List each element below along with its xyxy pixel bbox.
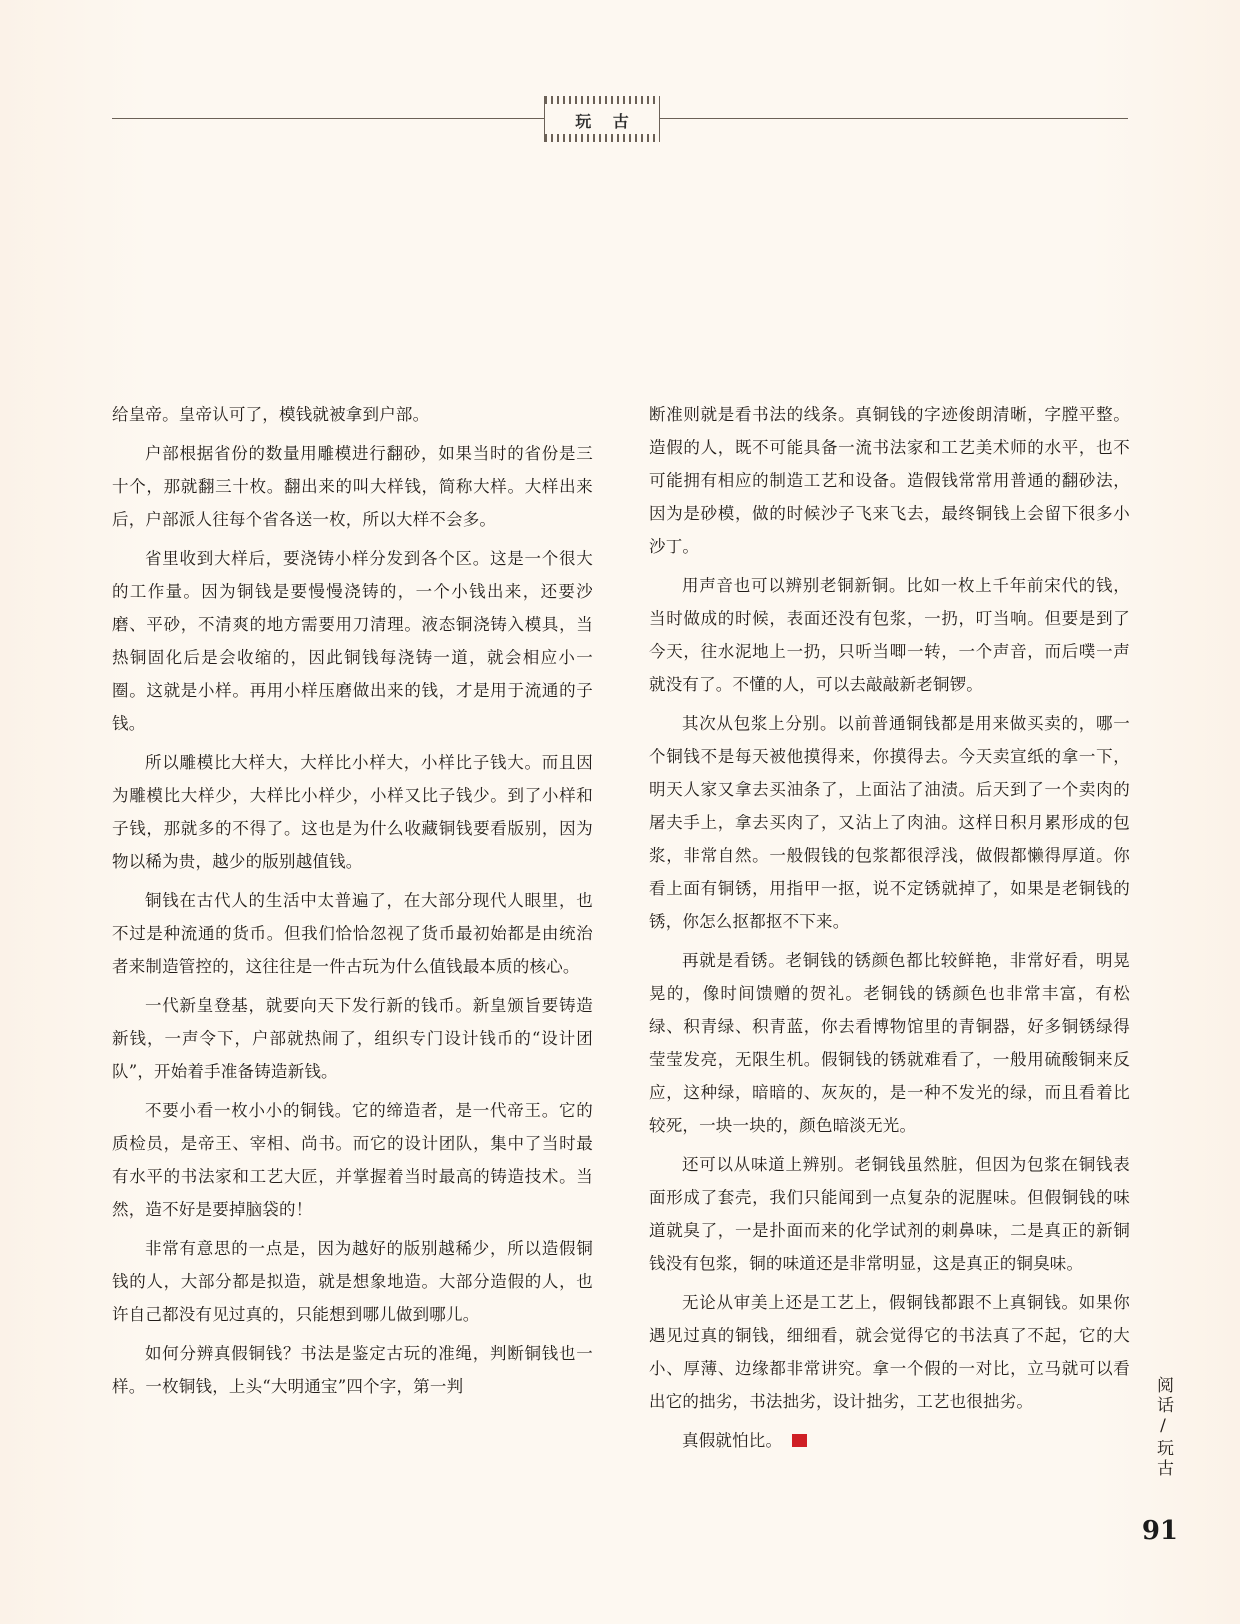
paragraph: 再就是看锈。老铜钱的锈颜色都比较鲜艳，非常好看，明晃晃的，像时间馈赠的贺礼。老铜钱的锈颜色也非常丰富，有松绿、积青绿、积青蓝，你去看博物馆里的青铜器，好多铜锈绿得莹莹发亮，无限生机。假铜钱的锈就难看了，一般用硫酸铜来反应，这种绿，暗暗的、灰灰的，是一种不发光的绿，而且看着比较死，一块一块的，颜色暗淡无光。	[649, 951, 1130, 1135]
paragraph-final-text: 真假就怕比。	[682, 1431, 783, 1450]
paragraph: 铜钱在古代人的生活中太普遍了，在大部分现代人眼里，也不过是种流通的货币。但我们恰恰忽视了货币最初始都是由统治者来制造管控的，这往往是一件古玩为什么值钱最本质的核心。	[112, 891, 593, 976]
page-number: 91	[1141, 1516, 1178, 1546]
article-body	[112, 398, 1130, 1463]
section-side-label: 阅话/玩古	[1153, 1376, 1173, 1479]
paragraph: 还可以从味道上辨别。老铜钱虽然脏，但因为包浆在铜钱表面形成了套壳，我们只能闻到一点复杂的泥腥味。但假铜钱的味道就臭了，一是扑面而来的化学试剂的刺鼻味，二是真正的新铜钱没有包浆，铜的味道还是非常明显，这是真正的铜臭味。	[649, 1155, 1130, 1273]
paragraph: 所以雕模比大样大，大样比小样大，小样比子钱大。而且因为雕模比大样少，大样比小样少，小样又比子钱少。到了小样和子钱，那就多的不得了。这也是为什么收藏铜钱要看版别，因为物以稀为贵，越少的版别越值钱。	[112, 753, 593, 871]
end-of-article-mark	[792, 1434, 807, 1447]
header-badge	[544, 96, 660, 142]
paragraph: 一代新皇登基，就要向天下发行新的钱币。新皇颁旨要铸造新钱，一声令下，户部就热闹了，组织专门设计钱币的“设计团队”，开始着手准备铸造新钱。	[112, 996, 593, 1081]
paragraph: 不要小看一枚小小的铜钱。它的缔造者，是一代帝王。它的质检员，是帝王、宰相、尚书。而它的设计团队，集中了当时最有水平的书法家和工艺大匠，并掌握着当时最高的铸造技术。当然，造不好是要掉脑袋的！	[112, 1101, 593, 1219]
paragraph: 用声音也可以辨别老铜新铜。比如一枚上千年前宋代的钱，当时做成的时候，表面还没有包浆，一扔，叮当响。但要是到了今天，往水泥地上一扔，只听当唧一转，一个声音，而后噗一声就没有了。不懂的人，可以去敲敲新老铜锣。	[649, 576, 1130, 694]
badge-ticks-top	[545, 96, 659, 104]
paragraph: 其次从包浆上分别。以前普通铜钱都是用来做买卖的，哪一个铜钱不是每天被他摸得来，你摸得去。今天卖宣纸的拿一下，明天人家又拿去买油条了，上面沾了油渍。后天到了一个卖肉的屠夫手上，拿去买肉了，又沾上了肉油。这样日积月累形成的包浆，非常自然。一般假钱的包浆都很浮浅，做假都懒得厚道。你看上面有铜锈，用指甲一抠，说不定锈就掉了，如果是老铜钱的锈，你怎么抠都抠不下来。	[649, 714, 1130, 931]
paragraph: 如何分辨真假铜钱？书法是鉴定古玩的准绳，判断铜钱也一样。一枚铜钱，上头“大明通宝”四个字，第一判	[112, 1344, 593, 1396]
paragraph: 给皇帝。皇帝认可了，模钱就被拿到户部。	[112, 405, 430, 424]
badge-ticks-bottom	[545, 134, 659, 142]
paragraph: 无论从审美上还是工艺上，假铜钱都跟不上真铜钱。如果你遇见过真的铜钱，细细看，就会觉得它的书法真了不起，它的大小、厚薄、边缘都非常讲究。拿一个假的一对比，立马就可以看出它的拙劣，书法拙劣，设计拙劣，工艺也很拙劣。	[649, 1293, 1130, 1411]
paragraph-final	[649, 1424, 1130, 1457]
paragraph: 断准则就是看书法的线条。真铜钱的字迹俊朗清晰，字膛平整。造假的人，既不可能具备一流书法家和工艺美术师的水平，也不可能拥有相应的制造工艺和设备。造假钱常常用普通的翻砂法，因为是砂模，做的时候沙子飞来飞去，最终铜钱上会留下很多小沙丁。	[649, 405, 1130, 556]
paragraph: 非常有意思的一点是，因为越好的版别越稀少，所以造假铜钱的人，大部分都是拟造，就是想象地造。大部分造假的人，也许自己都没有见过真的，只能想到哪儿做到哪儿。	[112, 1239, 593, 1324]
column-left	[112, 398, 593, 1463]
paragraph: 省里收到大样后，要浇铸小样分发到各个区。这是一个很大的工作量。因为铜钱是要慢慢浇铸的，一个小钱出来，还要沙磨、平砂，不清爽的地方需要用刀清理。液态铜浇铸入模具，当热铜固化后是会收缩的，因此铜钱每浇铸一道，就会相应小一圈。这就是小样。再用小样压磨做出来的钱，才是用于流通的子钱。	[112, 549, 593, 733]
column-right	[649, 398, 1130, 1463]
page-header	[112, 96, 1128, 152]
header-title: 玩 古	[575, 112, 637, 131]
paragraph: 户部根据省份的数量用雕模进行翻砂，如果当时的省份是三十个，那就翻三十枚。翻出来的叫大样钱，简称大样。大样出来后，户部派人往每个省各送一枚，所以大样不会多。	[112, 444, 593, 529]
